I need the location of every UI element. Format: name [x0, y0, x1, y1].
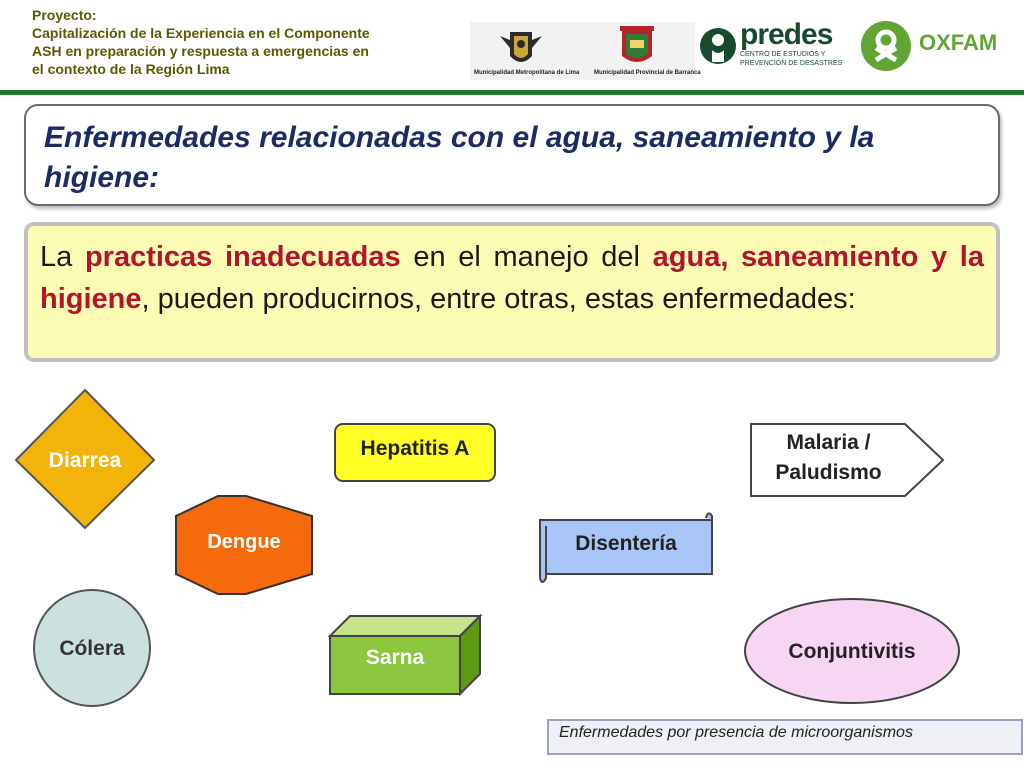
oxfam-logo-icon — [860, 20, 912, 72]
conjuntivitis-label: Conjuntivitis — [788, 640, 916, 663]
oxfam-name: OXFAM — [919, 30, 998, 55]
hepatitis-label: Hepatitis A — [360, 437, 470, 460]
colera-label: Cólera — [59, 637, 125, 660]
intro-emphasis: agua, saneamiento y la higiene — [40, 241, 984, 315]
header-divider — [0, 90, 1024, 95]
predes-logo-icon — [698, 22, 738, 70]
project-line: el contexto de la Región Lima — [32, 61, 230, 77]
intro-text: en el manejo del — [400, 241, 653, 273]
intro-box — [24, 222, 1000, 362]
predes-subtitle: CENTRO DE ESTUDIOS Y PREVENCIÓN DE DESASTRES — [740, 51, 843, 67]
intro-paragraph — [40, 236, 984, 320]
dengue-label: Dengue — [207, 530, 281, 553]
disenteria-label: Disentería — [575, 532, 677, 555]
project-line: Proyecto: — [32, 7, 97, 23]
logo-caption-barranca: Municipalidad Provincial de Barranca — [594, 70, 701, 76]
diarrea-label: Diarrea — [48, 449, 122, 472]
project-info — [32, 6, 432, 78]
intro-text: , pueden producirnos, entre otras, estas enfermedades: — [141, 283, 856, 315]
logo-caption-lima: Municipalidad Metropolitana de Lima — [474, 70, 580, 76]
project-line: Capitalización de la Experiencia en el Componente — [32, 25, 370, 41]
footer-note: Enfermedades por presencia de microorganismos — [559, 724, 913, 741]
intro-emphasis: practicas inadecuadas — [84, 241, 401, 273]
title-box — [24, 104, 1000, 206]
malaria-label-line: Malaria / — [786, 431, 871, 454]
sarna-label: Sarna — [365, 646, 425, 669]
malaria-label — [751, 426, 906, 490]
sarna-cube-top — [330, 616, 480, 636]
project-line: ASH en preparación y respuesta a emergencias en — [32, 43, 369, 59]
slide-title: Enfermedades relacionadas con el agua, saneamiento y la higiene: — [44, 121, 875, 194]
predes-name: predes — [740, 18, 833, 51]
municipal-logos — [470, 22, 701, 80]
malaria-label-line: Paludismo — [775, 461, 882, 484]
intro-text: La — [40, 241, 85, 273]
